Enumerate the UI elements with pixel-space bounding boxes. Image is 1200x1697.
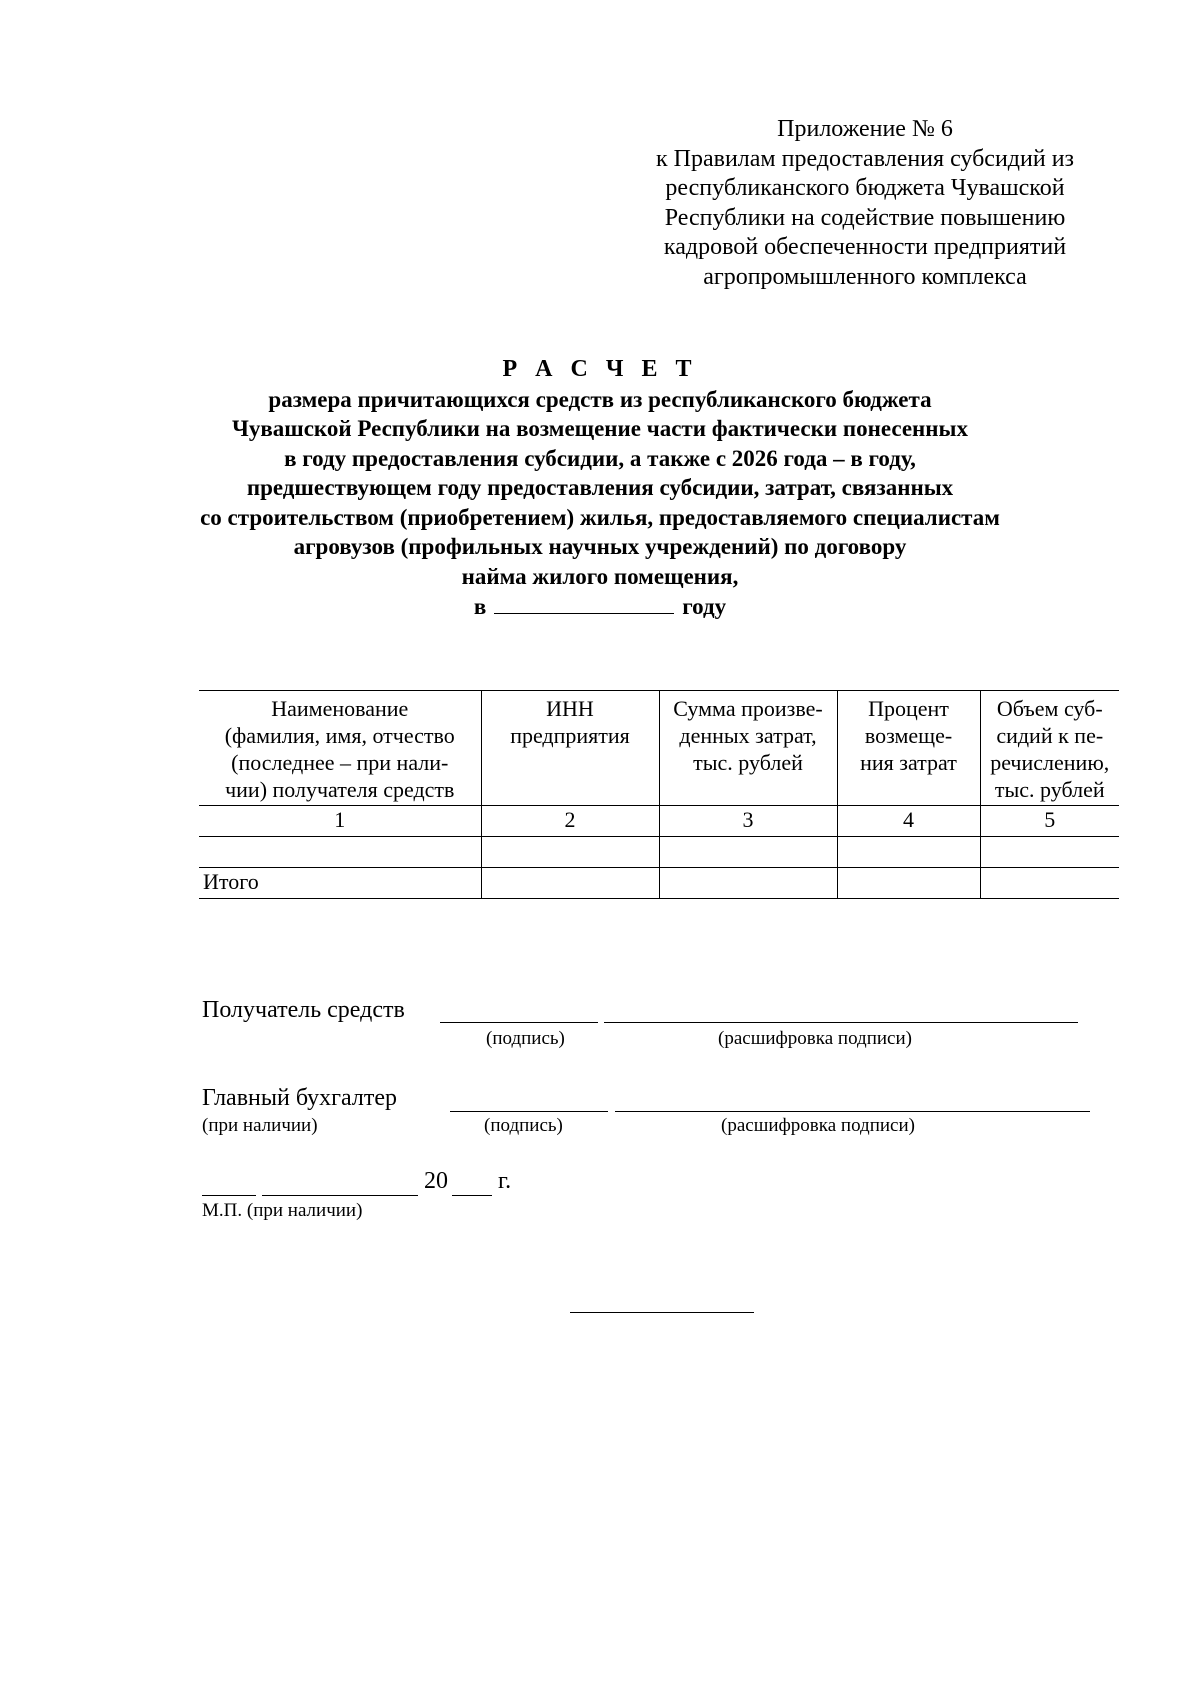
date-suffix: г. xyxy=(498,1168,512,1194)
year-suffix: году xyxy=(682,594,727,619)
title-line: Чувашской Республики на возмещение части фактически понесенных xyxy=(231,416,969,441)
document-title xyxy=(130,355,1070,622)
header-reimbursement-percent: Процент возмеще- ния затрат xyxy=(837,691,980,806)
column-numbers-row xyxy=(199,806,1119,837)
table-cell[interactable] xyxy=(980,868,1119,899)
title-heading: Р А С Ч Е Т xyxy=(502,356,698,382)
year-blank-field[interactable] xyxy=(494,591,674,614)
table-cell[interactable] xyxy=(481,868,659,899)
table-cell[interactable] xyxy=(659,868,837,899)
accountant-note: (при наличии) xyxy=(202,1115,318,1136)
recipient-label: Получатель средств xyxy=(202,997,405,1023)
date-month-line[interactable] xyxy=(262,1195,418,1196)
appendix-line: Республики на содействие повышению xyxy=(664,204,1066,231)
decoding-caption: (расшифровка подписи) xyxy=(718,1028,912,1049)
column-number: 3 xyxy=(659,806,837,837)
table-cell[interactable] xyxy=(481,837,659,868)
recipient-decoding-line[interactable] xyxy=(604,1022,1078,1023)
accountant-decoding-line[interactable] xyxy=(615,1111,1090,1112)
signature-caption: (подпись) xyxy=(484,1115,563,1136)
header-costs-sum: Сумма произве- денных затрат, тыс. рублей xyxy=(659,691,837,806)
table-cell[interactable] xyxy=(837,837,980,868)
accountant-signature-line[interactable] xyxy=(450,1111,608,1112)
title-line: в году предоставления субсидии, а также с 2026 года – в году, xyxy=(284,445,916,471)
recipient-signature-line[interactable] xyxy=(440,1022,598,1023)
table-header-row xyxy=(199,691,1119,806)
date-year-line[interactable] xyxy=(452,1195,492,1196)
title-line: со строительством (приобретением) жилья, предоставляемого специалистам xyxy=(200,504,1000,530)
table-cell[interactable] xyxy=(659,837,837,868)
title-year-line xyxy=(130,591,1070,622)
appendix-line: к Правилам предоставления субсидий из xyxy=(655,145,1075,172)
decoding-caption: (расшифровка подписи) xyxy=(721,1115,915,1136)
total-label: Итого xyxy=(199,868,481,899)
header-inn: ИНН предприятия xyxy=(481,691,659,806)
column-number: 2 xyxy=(481,806,659,837)
header-recipient-name: Наименование (фамилия, имя, отчество (последнее – при нали- чии) получателя средств xyxy=(199,691,481,806)
title-line: предшествующем году предоставления субсидии, затрат, связанных xyxy=(246,475,954,500)
header-subsidy-volume: Объем суб- сидий к пе- речислению, тыс. рублей xyxy=(980,691,1119,806)
appendix-line: агропромышленного комплекса xyxy=(703,263,1027,290)
accountant-label: Главный бухгалтер xyxy=(202,1085,397,1111)
seal-label: М.П. (при наличии) xyxy=(202,1200,363,1221)
column-number: 5 xyxy=(980,806,1119,837)
date-day-line[interactable] xyxy=(202,1195,256,1196)
calculation-table xyxy=(199,690,1119,899)
title-line: агровузов (профильных научных учреждений) по договору xyxy=(293,534,907,559)
table-row xyxy=(199,837,1119,868)
closing-divider xyxy=(570,1312,754,1313)
appendix-header xyxy=(620,115,1110,292)
signature-caption: (подпись) xyxy=(486,1028,565,1049)
column-number: 4 xyxy=(837,806,980,837)
column-number: 1 xyxy=(199,806,481,837)
title-line: найма жилого помещения, xyxy=(461,563,739,589)
table-cell[interactable] xyxy=(980,837,1119,868)
appendix-line: кадровой обеспеченности предприятий xyxy=(663,234,1067,260)
table-cell[interactable] xyxy=(199,837,481,868)
date-year-prefix: 20 xyxy=(424,1168,448,1194)
table-cell[interactable] xyxy=(837,868,980,899)
appendix-line: Приложение № 6 xyxy=(777,116,953,142)
year-prefix: в xyxy=(473,594,487,619)
title-line: размера причитающихся средств из республиканского бюджета xyxy=(268,386,932,412)
appendix-line: республиканского бюджета Чувашской xyxy=(665,175,1065,201)
total-row xyxy=(199,868,1119,899)
